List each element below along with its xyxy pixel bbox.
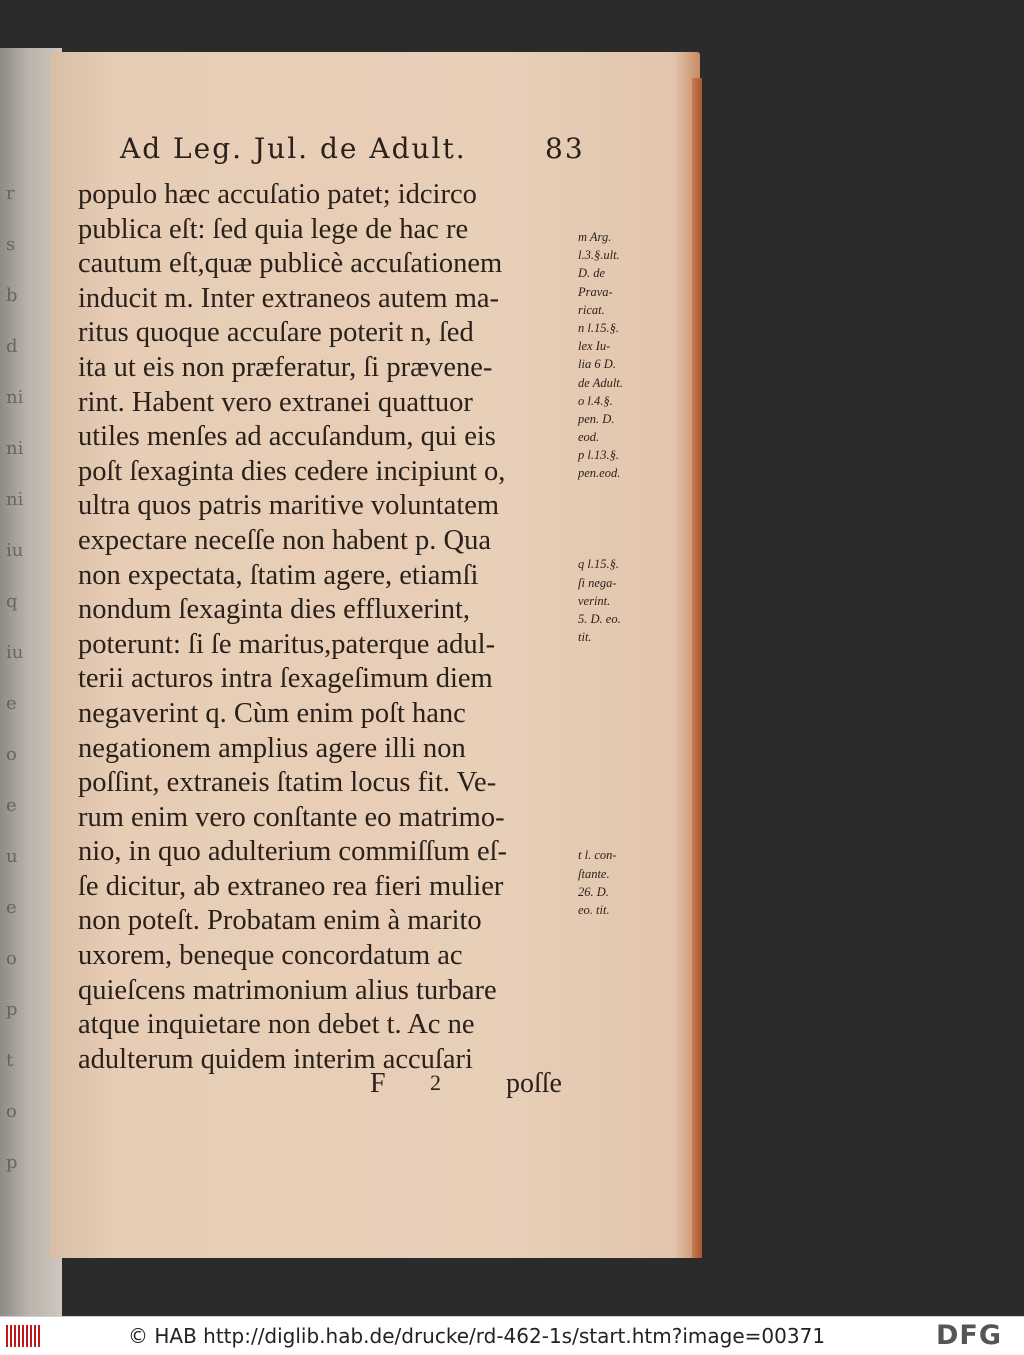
page-number: 83 — [545, 132, 585, 165]
signature-mark: F — [370, 1068, 388, 1099]
margin-note: q l.15.§. — [578, 557, 619, 572]
margin-note — [578, 810, 662, 828]
text-line: ſe dicitur, ab extraneo rea fieri mulier — [78, 870, 504, 902]
text-line: poſt ſexaginta dies cedere incipiunt o, — [78, 455, 506, 487]
margin-note: ſi nega- — [578, 575, 617, 590]
facing-page-fragment: r — [6, 183, 15, 204]
facing-page-fragment: o — [6, 744, 17, 765]
margin-note — [578, 519, 662, 537]
facing-page-fragment: p — [6, 999, 18, 1020]
margin-note — [578, 719, 662, 737]
margin-note: t l. con- — [578, 848, 617, 863]
margin-note — [578, 792, 662, 810]
facing-page-fragment: o — [6, 1101, 17, 1122]
text-line: inducit m. Inter extraneos autem ma- — [78, 282, 500, 314]
text-line: negaverint q. Cùm enim poſt hanc — [78, 697, 466, 729]
facing-page-fragment: q — [6, 591, 18, 612]
attribution-link[interactable]: © HAB http://diglib.hab.de/drucke/rd-462-1s/start.htm?image=00371 — [128, 1324, 826, 1348]
margin-note: tit. — [578, 630, 592, 645]
margin-note — [578, 537, 662, 555]
facing-page-fragment: iu — [6, 642, 24, 663]
text-line: poſſint, extraneis ſtatim locus fit. Ve- — [78, 767, 497, 799]
margin-note: eod. — [578, 430, 600, 445]
text-line: nio, in quo adulterium commiſſum eſ- — [78, 836, 508, 868]
dfg-logo: DFG — [936, 1320, 1003, 1351]
running-title: Ad Leg. Jul. de Adult. — [120, 132, 467, 165]
text-line: rint. Habent vero extranei quattuor — [78, 386, 473, 418]
text-line: poterunt: ſi ſe maritus,paterque adul- — [78, 628, 496, 660]
facing-page-fragment: ni — [6, 489, 24, 510]
running-header — [120, 132, 590, 176]
text-line: atque inquietare non debet t. Ac ne — [78, 1009, 475, 1041]
margin-note: lia 6 D. — [578, 357, 616, 372]
viewer-footer — [0, 1316, 1024, 1355]
text-line: ultra quos patris maritive voluntatem — [78, 490, 500, 522]
margin-note: o l.4.§. — [578, 393, 613, 408]
margin-note — [578, 774, 662, 792]
margin-note — [578, 737, 662, 755]
margin-note: ſtante. — [578, 866, 610, 881]
facing-page-fragment: iu — [6, 540, 24, 561]
facing-page-fragment: t — [6, 1050, 14, 1071]
body-text — [78, 178, 578, 1077]
facing-page-fragment: ni — [6, 387, 24, 408]
margin-note — [578, 683, 662, 701]
text-line: expectare neceſſe non habent p. Qua — [78, 524, 492, 556]
margin-note — [578, 755, 662, 773]
facing-page-fragment: ni — [6, 438, 24, 459]
page-edge — [692, 78, 702, 1258]
margin-note — [578, 483, 662, 501]
facing-page-fragment: p — [6, 1152, 18, 1173]
text-line: non poteſt. Probatam enim à marito — [78, 905, 482, 937]
margin-note: l.3.§.ult. — [578, 248, 620, 263]
text-line: non expectata, ſtatim agere, etiamſi — [78, 559, 479, 591]
margin-note: 26. D. — [578, 884, 609, 899]
margin-note: eo. tit. — [578, 902, 610, 917]
text-line: nondum ſexaginta dies effluxerint, — [78, 594, 471, 626]
margin-note: p l.13.§. — [578, 448, 619, 463]
margin-note — [578, 665, 662, 683]
facing-page-fragment: e — [6, 693, 17, 714]
facing-page-fragment: u — [6, 846, 18, 867]
text-line: utiles menſes ad accuſandum, qui eis — [78, 421, 496, 453]
facing-page-fragment: b — [6, 285, 18, 306]
margin-note: lex Iu- — [578, 339, 611, 354]
text-line: negationem amplius agere illi non — [78, 732, 466, 764]
margin-note: pen. D. — [578, 411, 615, 426]
text-line: cautum eſt,quæ publicè accuſationem — [78, 248, 503, 280]
margin-note: ricat. — [578, 302, 605, 317]
text-line: quieſcens matrimonium alius turbare — [78, 974, 497, 1006]
margin-note: D. de — [578, 266, 606, 281]
margin-note — [578, 501, 662, 519]
margin-note: verint. — [578, 593, 611, 608]
margin-note: Prava- — [578, 284, 613, 299]
facing-page-fragment: o — [6, 948, 17, 969]
text-line: ita ut eis non præferatur, ſi prævene- — [78, 351, 493, 383]
facing-page-fragment: s — [6, 234, 16, 255]
margin-note: 5. D. eo. — [578, 611, 621, 626]
margin-note — [578, 646, 662, 664]
catchword: poſſe — [506, 1068, 562, 1099]
margin-note: pen.eod. — [578, 466, 621, 481]
text-line: ritus quoque accuſare poterit n, ſed — [78, 317, 474, 349]
signature-number: 2 — [430, 1070, 441, 1095]
text-line: adulterum quidem interim accuſari — [78, 1043, 473, 1075]
margin-note — [578, 701, 662, 719]
text-line: populo hæc accuſatio patet; idcirco — [78, 179, 477, 210]
facing-page-fragment: e — [6, 795, 17, 816]
hab-logo-icon — [6, 1325, 42, 1347]
margin-note: m Arg. — [578, 230, 612, 244]
text-line: terii acturos intra ſexageſimum diem — [78, 663, 493, 695]
margin-note: de Adult. — [578, 375, 623, 390]
facing-page-fragment: d — [6, 336, 18, 357]
facing-page-fragment: e — [6, 897, 17, 918]
text-line: uxorem, beneque concordatum ac — [78, 940, 463, 972]
text-line: publica eſt: ſed quia lege de hac re — [78, 213, 469, 245]
margin-note — [578, 828, 662, 846]
marginal-notes — [578, 228, 662, 919]
text-line: rum enim vero conſtante eo matrimo- — [78, 801, 505, 833]
margin-note: n l.15.§. — [578, 320, 619, 335]
